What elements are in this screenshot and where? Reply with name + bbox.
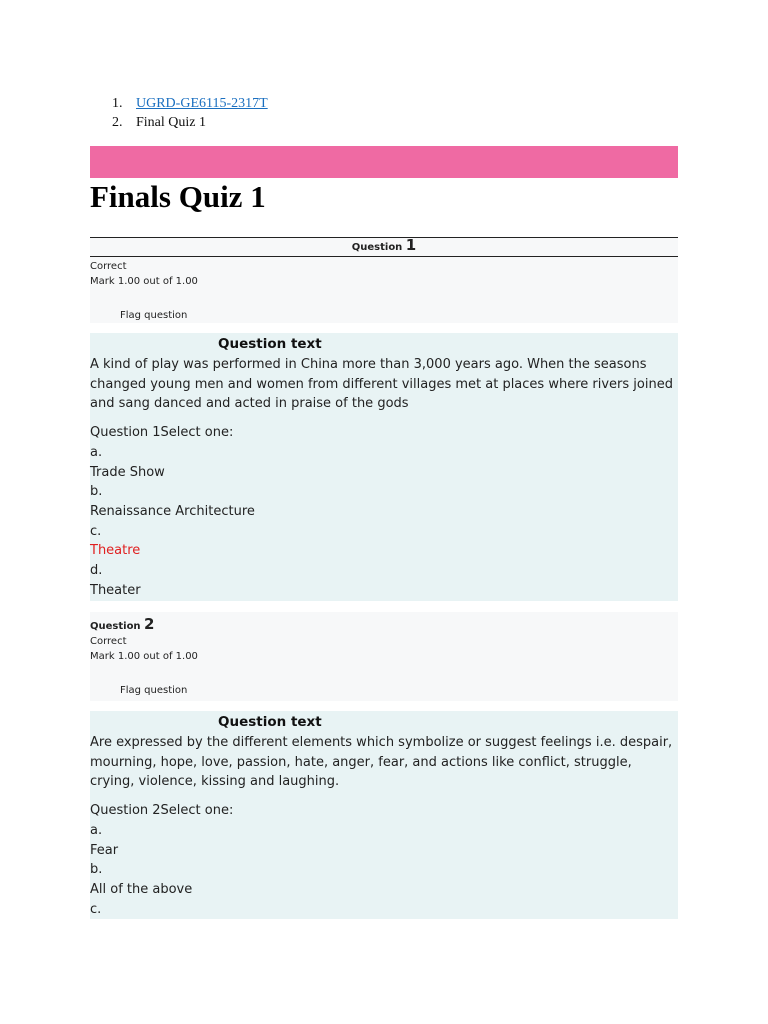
option-letter: a. — [90, 444, 103, 460]
breadcrumb-current: Final Quiz 1 — [136, 115, 206, 130]
question-text: A kind of play was performed in China more than 3,000 years ago. When the seasons changed young men and women from different villages met at places where rivers joined and sang danced and acted in praise of the gods — [90, 357, 673, 412]
flag-question-link[interactable]: Flag question — [120, 310, 188, 321]
breadcrumb-item — [112, 94, 268, 113]
option-letter: b. — [90, 862, 103, 878]
question-number: 1 — [405, 236, 417, 254]
option-c-correct[interactable]: Theatre — [90, 543, 141, 559]
question-2-content — [90, 711, 678, 919]
question-mark: Mark 1.00 out of 1.00 — [90, 651, 198, 662]
question-2-info — [90, 612, 678, 701]
page-title: Finals Quiz 1 — [90, 179, 266, 214]
option-a[interactable]: Trade Show — [90, 464, 165, 480]
option-letter: a. — [90, 822, 103, 838]
breadcrumb-number: 1. — [112, 96, 123, 111]
question-text-heading: Question text — [90, 333, 678, 355]
select-one-label: Question 2Select one: — [90, 803, 234, 819]
option-letter: c. — [90, 901, 102, 917]
option-b[interactable]: All of the above — [90, 881, 193, 897]
breadcrumb-link-course[interactable]: UGRD-GE6115-2317T — [136, 96, 268, 111]
question-label: Question — [351, 242, 403, 253]
select-one-label: Question 1Select one: — [90, 425, 234, 441]
question-2-heading — [90, 612, 678, 634]
question-text-heading: Question text — [90, 711, 678, 733]
option-a[interactable]: Fear — [90, 842, 119, 858]
question-number: 2 — [144, 615, 155, 633]
question-1-heading — [90, 236, 678, 257]
breadcrumb-number: 2. — [112, 115, 123, 130]
question-1-content — [90, 333, 678, 601]
breadcrumb — [112, 94, 268, 132]
question-label: Question — [90, 621, 141, 632]
question-state: Correct — [90, 636, 127, 647]
option-letter: c. — [90, 523, 102, 539]
option-letter: b. — [90, 484, 103, 500]
breadcrumb-item — [112, 113, 268, 132]
flag-question-link[interactable]: Flag question — [120, 685, 188, 696]
option-b[interactable]: Renaissance Architecture — [90, 503, 255, 519]
question-1-info — [90, 237, 678, 323]
option-d[interactable]: Theater — [90, 582, 141, 598]
option-letter: d. — [90, 563, 103, 579]
question-text: Are expressed by the different elements which symbolize or suggest feelings i.e. despair, mourning, hope, love, passion, hate, anger, fear, and actions like conflict, struggle, crying, violence, kissing and laughing. — [90, 735, 673, 790]
question-mark: Mark 1.00 out of 1.00 — [90, 276, 198, 287]
question-state: Correct — [90, 261, 127, 272]
header-accent-bar — [90, 146, 678, 178]
